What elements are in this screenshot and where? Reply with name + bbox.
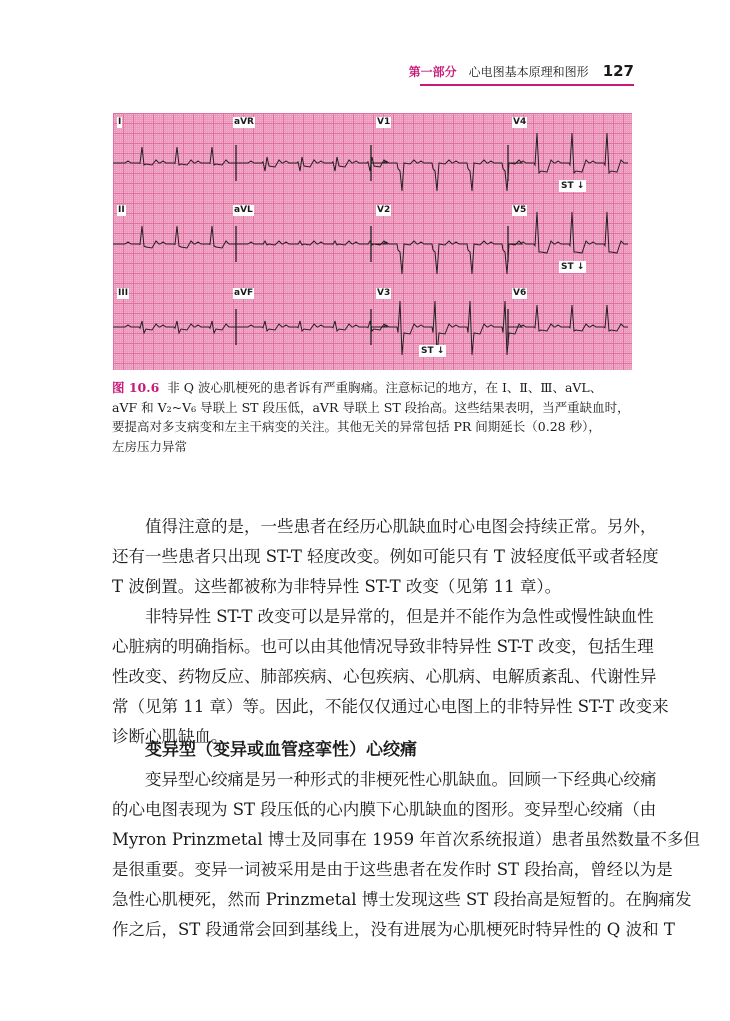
st-depression-marker: ST ↓ (561, 181, 585, 191)
lead-label: III (118, 288, 129, 298)
text-line: 急性心肌梗死，然而 Prinzmetal 博士发现这些 ST 段抬高是短暂的。在胸痛发 (112, 890, 692, 909)
lead-label: V4 (513, 117, 527, 127)
lead-label: I (118, 117, 122, 127)
ecg-trace (113, 321, 236, 333)
ecg-trace (371, 160, 522, 191)
lead-label: aVF (234, 288, 254, 298)
ecg-traces (113, 113, 632, 370)
text-line: 非特异性 ST-T 改变可以是异常的，但是并不能作为急性或慢性缺血性 (145, 607, 654, 626)
text-line: 的心电图表现为 ST 段压低的心内膜下心肌缺血的图形。变异型心绞痛（由 (112, 800, 657, 819)
figure-caption (112, 378, 634, 456)
text-line: Myron Prinzmetal 博士及同事在 1959 年首次系统报道）患者虽然数量不多但 (112, 830, 700, 849)
text-line: 心脏病的明确指标。也可以由其他情况导致非特异性 ST-T 改变，包括生理 (112, 637, 654, 656)
caption-line: 非 Q 波心肌梗死的患者诉有严重胸痛。注意标记的地方，在 Ⅰ、Ⅱ、Ⅲ、aVL、 (167, 380, 603, 395)
ecg-trace (371, 301, 522, 355)
caption-line: 左房压力异常 (112, 438, 188, 454)
lead-label: V1 (377, 117, 391, 127)
header-title: 心电图基本原理和图形 (468, 65, 589, 79)
caption-line: 要提高对多支病变和左主干病变的关注。其他无关的异常包括 PR 间期延长（0.28 秒）， (112, 419, 601, 434)
ecg-trace (508, 305, 628, 331)
lead-label: V5 (513, 205, 527, 215)
ecg-trace (236, 157, 387, 171)
lead-label: aVL (234, 205, 253, 215)
text-line: 性改变、药物反应、肺部疾病、心包疾病、心肌病、电解质紊乱、代谢性异 (112, 667, 657, 686)
caption-line: aVF 和 V₂~V₆ 导联上 ST 段压低，aVR 导联上 ST 段抬高。这些结果表明，当严重缺血时， (112, 399, 630, 415)
header-rule (420, 84, 634, 86)
text-line: T 波倒置。这些都被称为非特异性 ST-T 改变（见第 11 章）。 (112, 577, 562, 596)
paragraph-1 (112, 512, 659, 602)
text-line: 常（见第 11 章）等。因此，不能仅仅通过心电图上的非特异性 ST-T 改变来 (112, 697, 669, 716)
section (112, 735, 700, 945)
text-line: 值得注意的是，一些患者在经历心肌缺血时心电图会持续正常。另外， (145, 517, 657, 536)
text-line: 是很重要。变异一词被采用是由于这些患者在发作时 ST 段抬高，曾经以为是 (112, 860, 673, 879)
ecg-trace (236, 241, 387, 245)
ecg-trace (113, 226, 236, 248)
figure-label: 图 10.6 (112, 380, 160, 395)
ecg-trace (113, 147, 236, 165)
text-line: 诊断心肌缺血。 (112, 727, 228, 746)
lead-label: V6 (513, 288, 527, 298)
running-header (409, 62, 634, 82)
ecg-trace (371, 241, 522, 274)
text-line: 作之后，ST 段通常会回到基线上，没有进展为心肌梗死时特异性的 Q 波和 T (112, 920, 675, 939)
st-depression-marker: ST ↓ (421, 346, 445, 356)
text-line: 变异型心绞痛是另一种形式的非梗死性心肌缺血。回顾一下经典心绞痛 (145, 770, 657, 789)
ecg-trace (508, 212, 628, 253)
st-depression-marker: ST ↓ (561, 262, 585, 272)
lead-label: V3 (377, 288, 391, 298)
page-number: 127 (602, 62, 634, 80)
lead-label: II (118, 205, 125, 215)
header-part: 第一部分 (408, 65, 457, 79)
ecg-trace (508, 133, 628, 173)
ecg-figure (113, 113, 632, 370)
ecg-trace (236, 321, 387, 331)
text-line: 还有一些患者只出现 ST-T 轻度改变。例如可能只有 T 波轻度低平或者轻度 (112, 547, 659, 566)
section-heading: 变异型（变异或血管痉挛性）心绞痛 (145, 740, 417, 760)
paragraph-2 (112, 602, 669, 752)
lead-label: V2 (377, 205, 391, 215)
lead-label: aVR (234, 117, 254, 127)
